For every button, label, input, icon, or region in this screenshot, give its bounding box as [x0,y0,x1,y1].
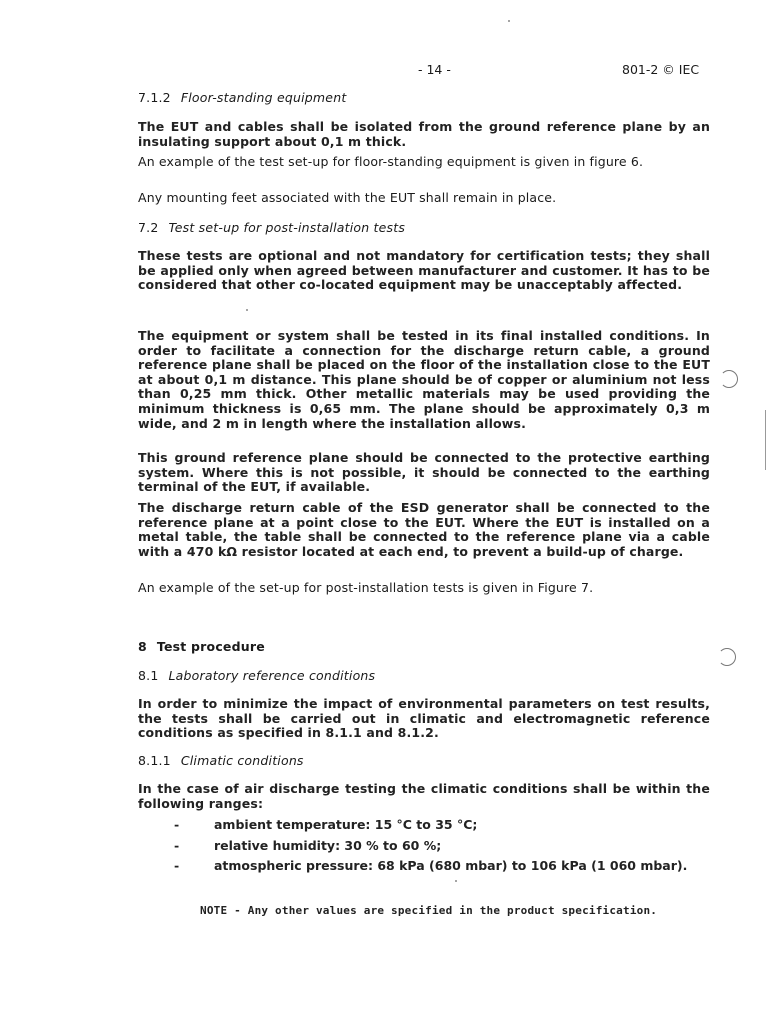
paragraph-text: An example of the test set-up for floor-standing equipment is given in figure 6. [138,154,644,169]
paragraph-climatic-ranges [138,782,710,811]
heading-8-1 [138,668,710,684]
list-item [138,859,710,874]
paragraph-eut-isolation [138,120,710,149]
heading-8 [138,639,710,655]
paragraph-text: The equipment or system shall be tested in its final installed conditions. In order to facilitate a connection for the discharge return cable, a ground reference plane shall be placed on the floor of the installation close to the EUT at about 0,1 m distance. This plane should be of copper or aluminium not less than 0,25 mm thick. Other metallic materials may be used providing the minimum thickness is 0,65 mm. The plane should be approximately 0,3 m wide, and 2 m in length where the installation allows. [138,328,710,431]
paragraph-text: An example of the set-up for post-installation tests is given in Figure 7. [138,580,594,595]
section-number: 8.1 [138,668,159,683]
scan-speck [455,880,457,882]
section-title: Test procedure [156,639,265,654]
scan-speck [508,20,510,22]
list-item [138,818,710,833]
section-title: Climatic conditions [180,753,304,768]
list-item [138,839,710,854]
list-item-text: ambient temperature: 15 °C to 35 °C; [214,817,478,832]
section-number: 8 [138,639,147,654]
section-title: Laboratory reference conditions [168,668,376,683]
paragraph-text: In the case of air discharge testing the climatic conditions shall be within the following ranges: [138,781,710,811]
paragraph-post-installation-example [138,581,710,596]
scan-edge-mark [765,410,766,470]
list-item-text: relative humidity: 30 % to 60 %; [214,837,442,853]
paragraph-floor-example [138,155,710,170]
punch-hole-mark [720,370,738,388]
heading-7-1-2 [138,90,710,106]
list-bullet: - [174,817,180,832]
heading-8-1-1 [138,753,710,769]
paragraph-text: This ground reference plane should be connected to the protective earthing system. Where this is not possible, it should be connected to the earthing terminal of the EUT, if available. [138,450,710,495]
paragraph-installed-conditions [138,329,710,431]
paragraph-reference-conditions [138,697,710,741]
section-number: 8.1.1 [138,753,171,768]
climatic-conditions-list [138,818,710,880]
list-item-text: atmospheric pressure: 68 kPa (680 mbar) to 106 kPa (1 060 mbar). [214,858,688,874]
section-title: Test set-up for post-installation tests [168,220,406,235]
section-number: 7.2 [138,220,159,235]
section-number: 7.1.2 [138,90,171,105]
paragraph-text: Any mounting feet associated with the EUT shall remain in place. [138,190,557,205]
punch-hole-mark [718,648,736,666]
paragraph-text: The EUT and cables shall be isolated from the ground reference plane by an insulating support about 0,1 m thick. [138,119,710,149]
paragraph-optional-tests [138,249,710,293]
heading-7-2 [138,220,710,236]
paragraph-protective-earthing [138,451,710,495]
document-reference: 801-2 © IEC [622,62,700,77]
list-bullet: - [174,858,180,874]
paragraph-text: In order to minimize the impact of environmental parameters on test results, the tests shall be carried out in climatic and electromagnetic reference conditions as specified in 8.1.1 and 8.1.2. [138,696,710,741]
paragraph-text: These tests are optional and not mandatory for certification tests; they shall be applied only when agreed between manufacturer and customer. It has to be considered that other co-located equipment may be unacceptably affected. [138,248,710,293]
list-bullet: - [174,837,180,853]
page-number: - 14 - [418,62,451,77]
paragraph-return-cable [138,501,710,559]
paragraph-mounting-feet [138,191,710,206]
scan-speck [246,309,248,311]
section-title: Floor-standing equipment [180,90,347,105]
page-header [0,62,768,80]
note-text: NOTE - Any other values are specified in the product specification. [200,904,658,917]
paragraph-text: The discharge return cable of the ESD generator shall be connected to the reference plane at a point close to the EUT. Where the EUT is installed on a metal table, the table shall be connected to the reference plane via a cable with a 470 kΩ resistor located at each end, to prevent a build-up of charge. [138,500,710,559]
